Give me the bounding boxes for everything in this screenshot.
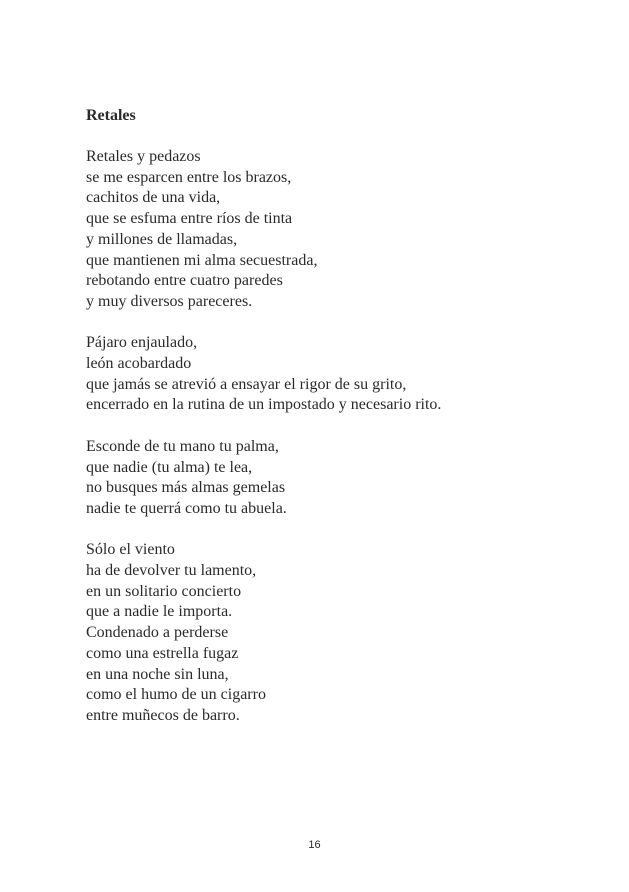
verse-line: nadie te querrá como tu abuela.	[86, 499, 287, 517]
stanza-2	[86, 333, 441, 416]
poem-title: Retales	[86, 107, 136, 124]
verse-line: cachitos de una vida,	[86, 189, 221, 207]
verse-line: como una estrella fugaz	[86, 644, 239, 662]
verse-line: en un solitario concierto	[86, 582, 242, 600]
page-number: 16	[308, 839, 321, 851]
verse-line: que mantienen mi alma secuestrada,	[86, 251, 318, 269]
verse-line: ha de devolver tu lamento,	[86, 562, 257, 580]
verse-line: como el humo de un cigarro	[86, 686, 266, 704]
poem-body	[86, 147, 441, 747]
stanza-3	[86, 437, 441, 520]
verse-line: se me esparcen entre los brazos,	[86, 168, 292, 186]
verse-line: león acobardado	[86, 355, 192, 373]
verse-line: Sólo el viento	[86, 541, 175, 559]
stanza-4	[86, 540, 441, 726]
verse-line: en una noche sin luna,	[86, 665, 229, 683]
verse-line: entre muñecos de barro.	[86, 706, 240, 724]
verse-line: no busques más almas gemelas	[86, 479, 286, 497]
verse-line: que nadie (tu alma) te lea,	[86, 458, 253, 476]
stanza-1	[86, 147, 441, 313]
verse-line: y millones de llamadas,	[86, 230, 238, 248]
verse-line: Condenado a perderse	[86, 624, 229, 642]
verse-line: Pájaro enjaulado,	[86, 334, 198, 352]
verse-line: que se esfuma entre ríos de tinta	[86, 210, 293, 228]
verse-line: que jamás se atrevió a ensayar el rigor de su grito,	[86, 375, 407, 393]
verse-line: y muy diversos pareceres.	[86, 292, 253, 310]
verse-line: Esconde de tu mano tu palma,	[86, 437, 279, 455]
verse-line: Retales y pedazos	[86, 148, 201, 165]
verse-line: encerrado en la rutina de un impostado y necesario rito.	[86, 396, 442, 414]
verse-line: que a nadie le importa.	[86, 603, 233, 621]
verse-line: rebotando entre cuatro paredes	[86, 272, 283, 290]
